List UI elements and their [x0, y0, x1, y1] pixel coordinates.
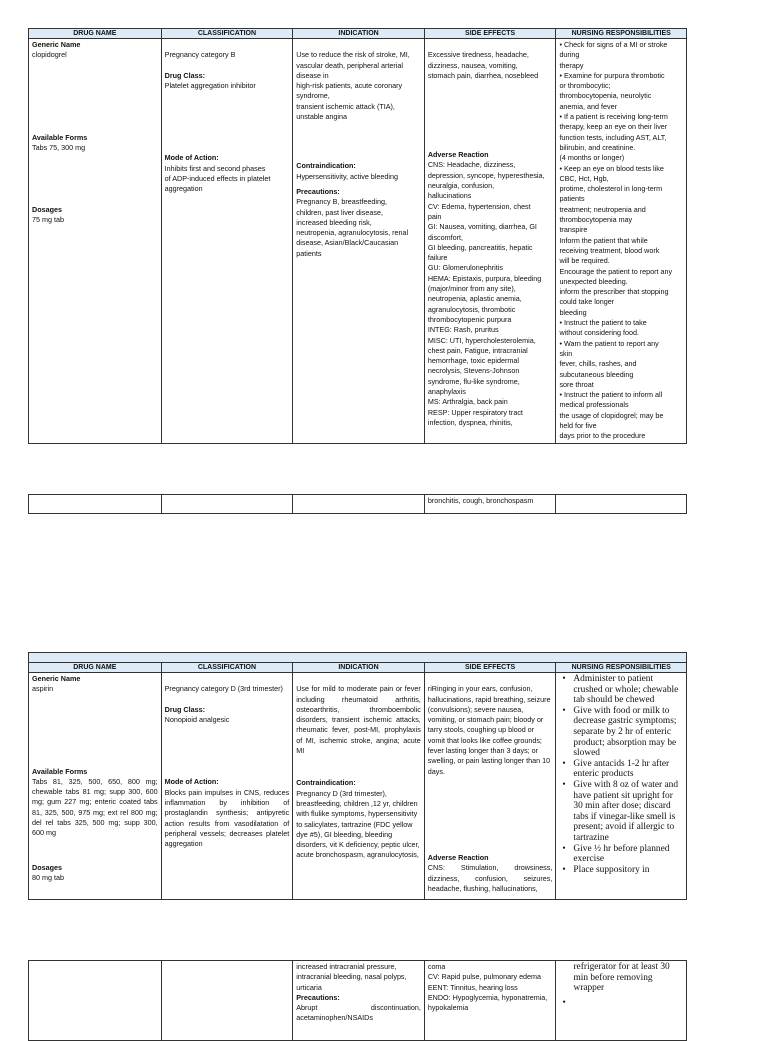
side-effects-lines — [428, 50, 553, 81]
text-line: CV: Edema, hypertension, chest — [427, 201, 531, 211]
text-line: patients — [559, 194, 585, 204]
indication-cell — [293, 673, 425, 900]
text-line: will be required. — [559, 256, 610, 266]
contraindication-label: Contraindication: — [296, 778, 356, 788]
text-line: • Instruct the patient to inform all — [559, 390, 663, 400]
contraindication-value: Hypersensitivity, active bleeding — [296, 171, 398, 181]
text-line: unexpected bleeding. — [559, 276, 628, 286]
text-line: subcutaneous bleeding — [559, 369, 634, 379]
precautions-label: Precautions: — [296, 186, 340, 196]
text-line: vascular death, peripheral arterial — [296, 60, 403, 70]
text-line: syndrome, flu-like syndrome, — [427, 376, 520, 386]
classification-cell — [161, 39, 293, 444]
pregnancy-category: Pregnancy category B — [164, 50, 236, 60]
text-line: medical professionals — [559, 400, 629, 410]
text-line: patients — [296, 248, 322, 258]
text-line: children, past liver disease, — [296, 207, 383, 217]
text-line: • Check for signs of a MI or stroke — [559, 40, 668, 49]
header-nursing-responsibilities: NURSING RESPONSIBILITIES — [556, 29, 687, 39]
generic-name-value: aspirin — [32, 684, 54, 694]
contraindication-value: Pregnancy D (3rd trimester), breastfeeding, children ,12 yr, children with flulike symptoms, hypersensitivity to salicylates, tartrazine (FDC yellow dye #5), GI bleeding, bleeding disorders, vit K deficiency, peptic ulcer, acute bronchospasm, agranulocytosis, — [296, 788, 420, 860]
precautions-label: Precautions: — [296, 992, 340, 1002]
contraindication-label: Contraindication: — [296, 161, 356, 171]
available-forms-value: Tabs 81, 325, 500, 650, 800 mg; chewable tabs 81 mg; supp 300, 600 mg; gum 227 mg; enteric coated tabs 81, 325, 500, 975 mg; ext rel 800 mg; del rel tabs 325, 500 mg; supp 300, 600 mg — [32, 776, 158, 838]
drug-class-value: Platelet aggregation inhibitor — [164, 81, 256, 91]
text-line: therapy — [559, 60, 584, 70]
adverse-reaction-value: CNS: Stimulation, drowsiness, dizziness, confusion, seizures, headache, flushing, hallucinations, — [427, 863, 553, 893]
text-line: Pregnancy B, breastfeeding, — [296, 197, 387, 207]
generic-name-value: clopidogrel — [32, 50, 67, 60]
text-line: depression, syncope, hyperesthesia, — [427, 170, 545, 180]
text-line: (major/minor from any site), — [427, 284, 516, 294]
side-effects-cell — [424, 495, 556, 514]
text-line: skin — [559, 348, 573, 358]
text-line: Use to reduce the risk of stroke, MI, — [296, 50, 410, 60]
precautions-value: Abrupt discontinuation, acetaminophen/NSAIDs — [296, 1003, 421, 1023]
drug-table-aspirin-continued — [28, 960, 687, 1041]
text-line: CBC, Hct, Hgb, — [559, 173, 609, 183]
header-drug-name: DRUG NAME — [29, 663, 162, 673]
text-line: high-risk patients, acute coronary — [296, 81, 403, 91]
text-line: receiving treatment, blood work — [559, 245, 660, 255]
text-line: • Examine for purpura thrombotic — [559, 70, 665, 80]
text-line: transient ischemic attack (TIA), — [296, 101, 395, 111]
text-line: • If a patient is receiving long-term — [559, 112, 668, 122]
text-line: treatment; neutropenia and — [559, 204, 646, 214]
drug-table-clopidogrel-continued — [28, 494, 687, 514]
text-line: unstable angina — [296, 112, 348, 122]
text-line: anemia, and fever — [559, 101, 617, 111]
text-line: necrolysis, Stevens-Johnson — [427, 366, 520, 376]
text-line: neuralgia, confusion, — [427, 181, 495, 191]
text-line: • Warn the patient to report any — [559, 338, 659, 348]
available-forms-label: Available Forms — [32, 766, 88, 776]
text-line: GU: Glomerulonephritis — [427, 263, 503, 273]
drug-class-value: Nonopioid analgesic — [164, 715, 230, 725]
nursing-continued: refrigerator for at least 30 min before removing wrapper — [573, 962, 670, 994]
text-line: • Keep an eye on blood tests like — [559, 163, 664, 173]
table-header-row — [29, 663, 687, 673]
text-line: stomach pain, diarrhea, nosebleed — [427, 70, 539, 80]
text-line: anaphylaxis — [427, 387, 466, 397]
text-line: inform the prescriber that stopping — [559, 287, 669, 297]
header-classification: CLASSIFICATION — [161, 29, 293, 39]
text-line: pain — [427, 211, 442, 221]
text-line: the usage of clopidogrel; may be — [559, 410, 664, 420]
nursing-bullets — [559, 674, 683, 875]
text-line: during — [559, 50, 580, 60]
text-line: or thrombocytic; — [559, 81, 611, 91]
table-row — [29, 961, 687, 1041]
side-effects-cell — [424, 39, 556, 444]
nursing-responsibilities-cell — [556, 39, 687, 444]
drug-class-label: Drug Class: — [164, 704, 205, 714]
nursing-lines — [559, 40, 683, 442]
header-indication: INDICATION — [293, 663, 425, 673]
text-line: hemorrhage, toxic epidermal — [427, 356, 519, 366]
drug-table-aspirin — [28, 652, 687, 900]
classification-cell — [161, 673, 293, 900]
mode-of-action-line: of ADP-induced effects in platelet — [164, 174, 271, 184]
text-line: GI bleeding, pancreatitis, hepatic — [427, 242, 533, 252]
text-line: thrombocytopenic purpura — [427, 314, 512, 324]
drug-name-cell — [29, 673, 162, 900]
indication-cell — [293, 39, 425, 444]
table-band-row — [29, 653, 687, 663]
nursing-responsibilities-cell — [556, 673, 687, 900]
side-effects-cell — [424, 673, 556, 900]
text-line: MS: Arthralgia, back pain — [427, 397, 508, 407]
text-line: HEMA: Epistaxis, purpura, bleeding — [427, 273, 542, 283]
text-line: held for five — [559, 420, 597, 430]
adverse-reaction-label: Adverse Reaction — [427, 150, 489, 160]
text-line: disease in — [296, 70, 329, 80]
nursing-bullet-item: • Administer to patient crushed or whole; chewable tab should be chewed — [559, 674, 683, 706]
header-indication: INDICATION — [293, 29, 425, 39]
table-row — [29, 495, 687, 514]
pregnancy-category: Pregnancy category D (3rd trimester) — [164, 684, 283, 694]
text-line: increased bleeding risk, — [296, 217, 372, 227]
indication-lines — [296, 50, 421, 122]
text-line: Encourage the patient to report any — [559, 266, 673, 276]
text-line: function tests, including AST, ALT, — [559, 132, 667, 142]
nursing-responsibilities-cell — [556, 961, 687, 1041]
text-line: GI: Nausea, vomiting, diarrhea, GI — [427, 222, 537, 232]
side-effects-continued: coma CV: Rapid pulse, pulmonary edema EENT: Tinnitus, hearing loss ENDO: Hypoglycemia, hyponatremia, hypokalemia — [427, 962, 548, 1013]
mode-of-action-label: Mode of Action: — [164, 153, 219, 163]
text-line: protime, cholesterol in long-term — [559, 184, 663, 194]
nursing-bullet-item: • Give ½ hr before planned exercise — [559, 844, 683, 865]
text-line: could take longer — [559, 297, 615, 307]
header-side-effects: SIDE EFFECTS — [424, 29, 556, 39]
generic-name-label: Generic Name — [32, 674, 81, 683]
side-effects-continued: bronchitis, cough, bronchospasm — [427, 496, 534, 505]
text-line: neutropenia, aplastic anemia, — [427, 294, 522, 304]
text-line: discomfort, — [427, 232, 463, 242]
text-line: hallucinations — [427, 191, 472, 201]
text-line: therapy, keep an eye on their liver — [559, 122, 668, 132]
mode-of-action-label: Mode of Action: — [164, 777, 219, 787]
text-line: • Instruct the patient to take — [559, 318, 647, 328]
nursing-bullet-item: • Give with food or milk to decrease gastric symptoms; separate by 2 hr of enteric product; absorption may be slowed — [559, 706, 683, 759]
drug-name-cell — [29, 39, 162, 444]
header-classification: CLASSIFICATION — [161, 663, 293, 673]
header-nursing-responsibilities: NURSING RESPONSIBILITIES — [556, 663, 687, 673]
text-line: (4 months or longer) — [559, 153, 625, 163]
text-line: chest pain, Fatigue, intracranial — [427, 345, 528, 355]
mode-of-action-value: Blocks pain impulses in CNS, reduces inflammation by inhibition of prostaglandin synthesis; antipyretic action results from vasodilatation of peripheral vessels; decreases platelet aggregation — [164, 787, 290, 849]
indication-continued: increased intracranial pressure, intracranial bleeding, nasal polyps, urticaria — [296, 962, 407, 992]
nursing-bullet-item: • Give with 8 oz of water and have patient sit upright for 30 min after dose; discard tabs if vinegar-like smell is present; avoid if allergic to tartrazine — [559, 780, 683, 844]
text-line: disease, Asian/Black/Caucasian — [296, 238, 399, 248]
side-effects-cell — [424, 961, 556, 1041]
text-line: fever, chills, rashes, and — [559, 359, 637, 369]
text-line: without considering food. — [559, 328, 639, 338]
mode-of-action-line: aggregation — [164, 184, 203, 194]
text-line: infection, dyspnea, rhinitis, — [427, 417, 513, 427]
text-line: days prior to the procedure — [559, 431, 646, 441]
mode-of-action-line: Inhibits first and second phases — [164, 163, 266, 173]
precautions-lines — [296, 197, 421, 259]
text-line: neutropenia, agranulocytosis, renal — [296, 228, 409, 238]
dosages-label: Dosages — [32, 205, 62, 215]
available-forms-value: Tabs 75, 300 mg — [32, 142, 86, 152]
adverse-reaction-label: Adverse Reaction — [427, 852, 489, 862]
dosages-value: 75 mg tab — [32, 215, 64, 225]
text-line: Excessive tiredness, headache, — [427, 50, 529, 60]
dosages-label: Dosages — [32, 862, 62, 872]
indication-cell — [293, 961, 425, 1041]
header-drug-name: DRUG NAME — [29, 29, 162, 39]
dosages-value: 80 mg tab — [32, 872, 64, 882]
text-line: failure — [427, 253, 448, 263]
side-effects-text: riRinging in your ears, confusion, hallucinations, rapid breathing, seizure (convulsions); severe nausea, vomiting, or stomach pain; bloody or tarry stools, coughing up blood or vomit that looks like coffee grounds; fever lasting longer than 3 days; or swelling, or pain lasting longer than 10 days. — [427, 684, 551, 776]
drug-class-label: Drug Class: — [164, 70, 205, 80]
text-line: thrombocytopenia may — [559, 215, 633, 225]
text-line: INTEG: Rash, pruritus — [427, 325, 499, 335]
text-line: agranulocytosis, thrombotic — [427, 304, 516, 314]
text-line: Inform the patient that while — [559, 235, 648, 245]
table-row — [29, 39, 687, 444]
text-line: CNS: Headache, dizziness, — [427, 160, 516, 170]
indication-text: Use for mild to moderate pain or fever including rheumatoid arthritis, osteoarthritis, thromboembolic disorders, transient ischemic attacks, rheumatic fever, post-MI, prophylaxis of MI, ischemic stroke, angina; acute MI — [296, 684, 421, 756]
nursing-bullet-item: • Place suppository in — [559, 865, 683, 876]
text-line: bleeding — [559, 307, 587, 317]
table-row — [29, 673, 687, 900]
text-line: RESP: Upper respiratory tract — [427, 407, 523, 417]
available-forms-label: Available Forms — [32, 132, 88, 142]
text-line: bilirubin, and creatinine. — [559, 142, 636, 152]
nursing-bullet-item: • Give antacids 1-2 hr after enteric products — [559, 759, 683, 780]
text-line: MISC: UTI, hypercholesterolemia, — [427, 335, 536, 345]
text-line: transpire — [559, 225, 588, 235]
table-header-row — [29, 29, 687, 39]
text-line: sore throat — [559, 379, 594, 389]
adverse-reaction-lines — [428, 160, 553, 428]
generic-name-label: Generic Name — [32, 40, 81, 49]
text-line: syndrome, — [296, 91, 330, 101]
drug-table-clopidogrel — [28, 28, 687, 444]
text-line: dizziness, nausea, vomiting, — [427, 60, 518, 70]
text-line: thrombocytopenia, neurolytic — [559, 91, 652, 101]
header-side-effects: SIDE EFFECTS — [424, 663, 556, 673]
